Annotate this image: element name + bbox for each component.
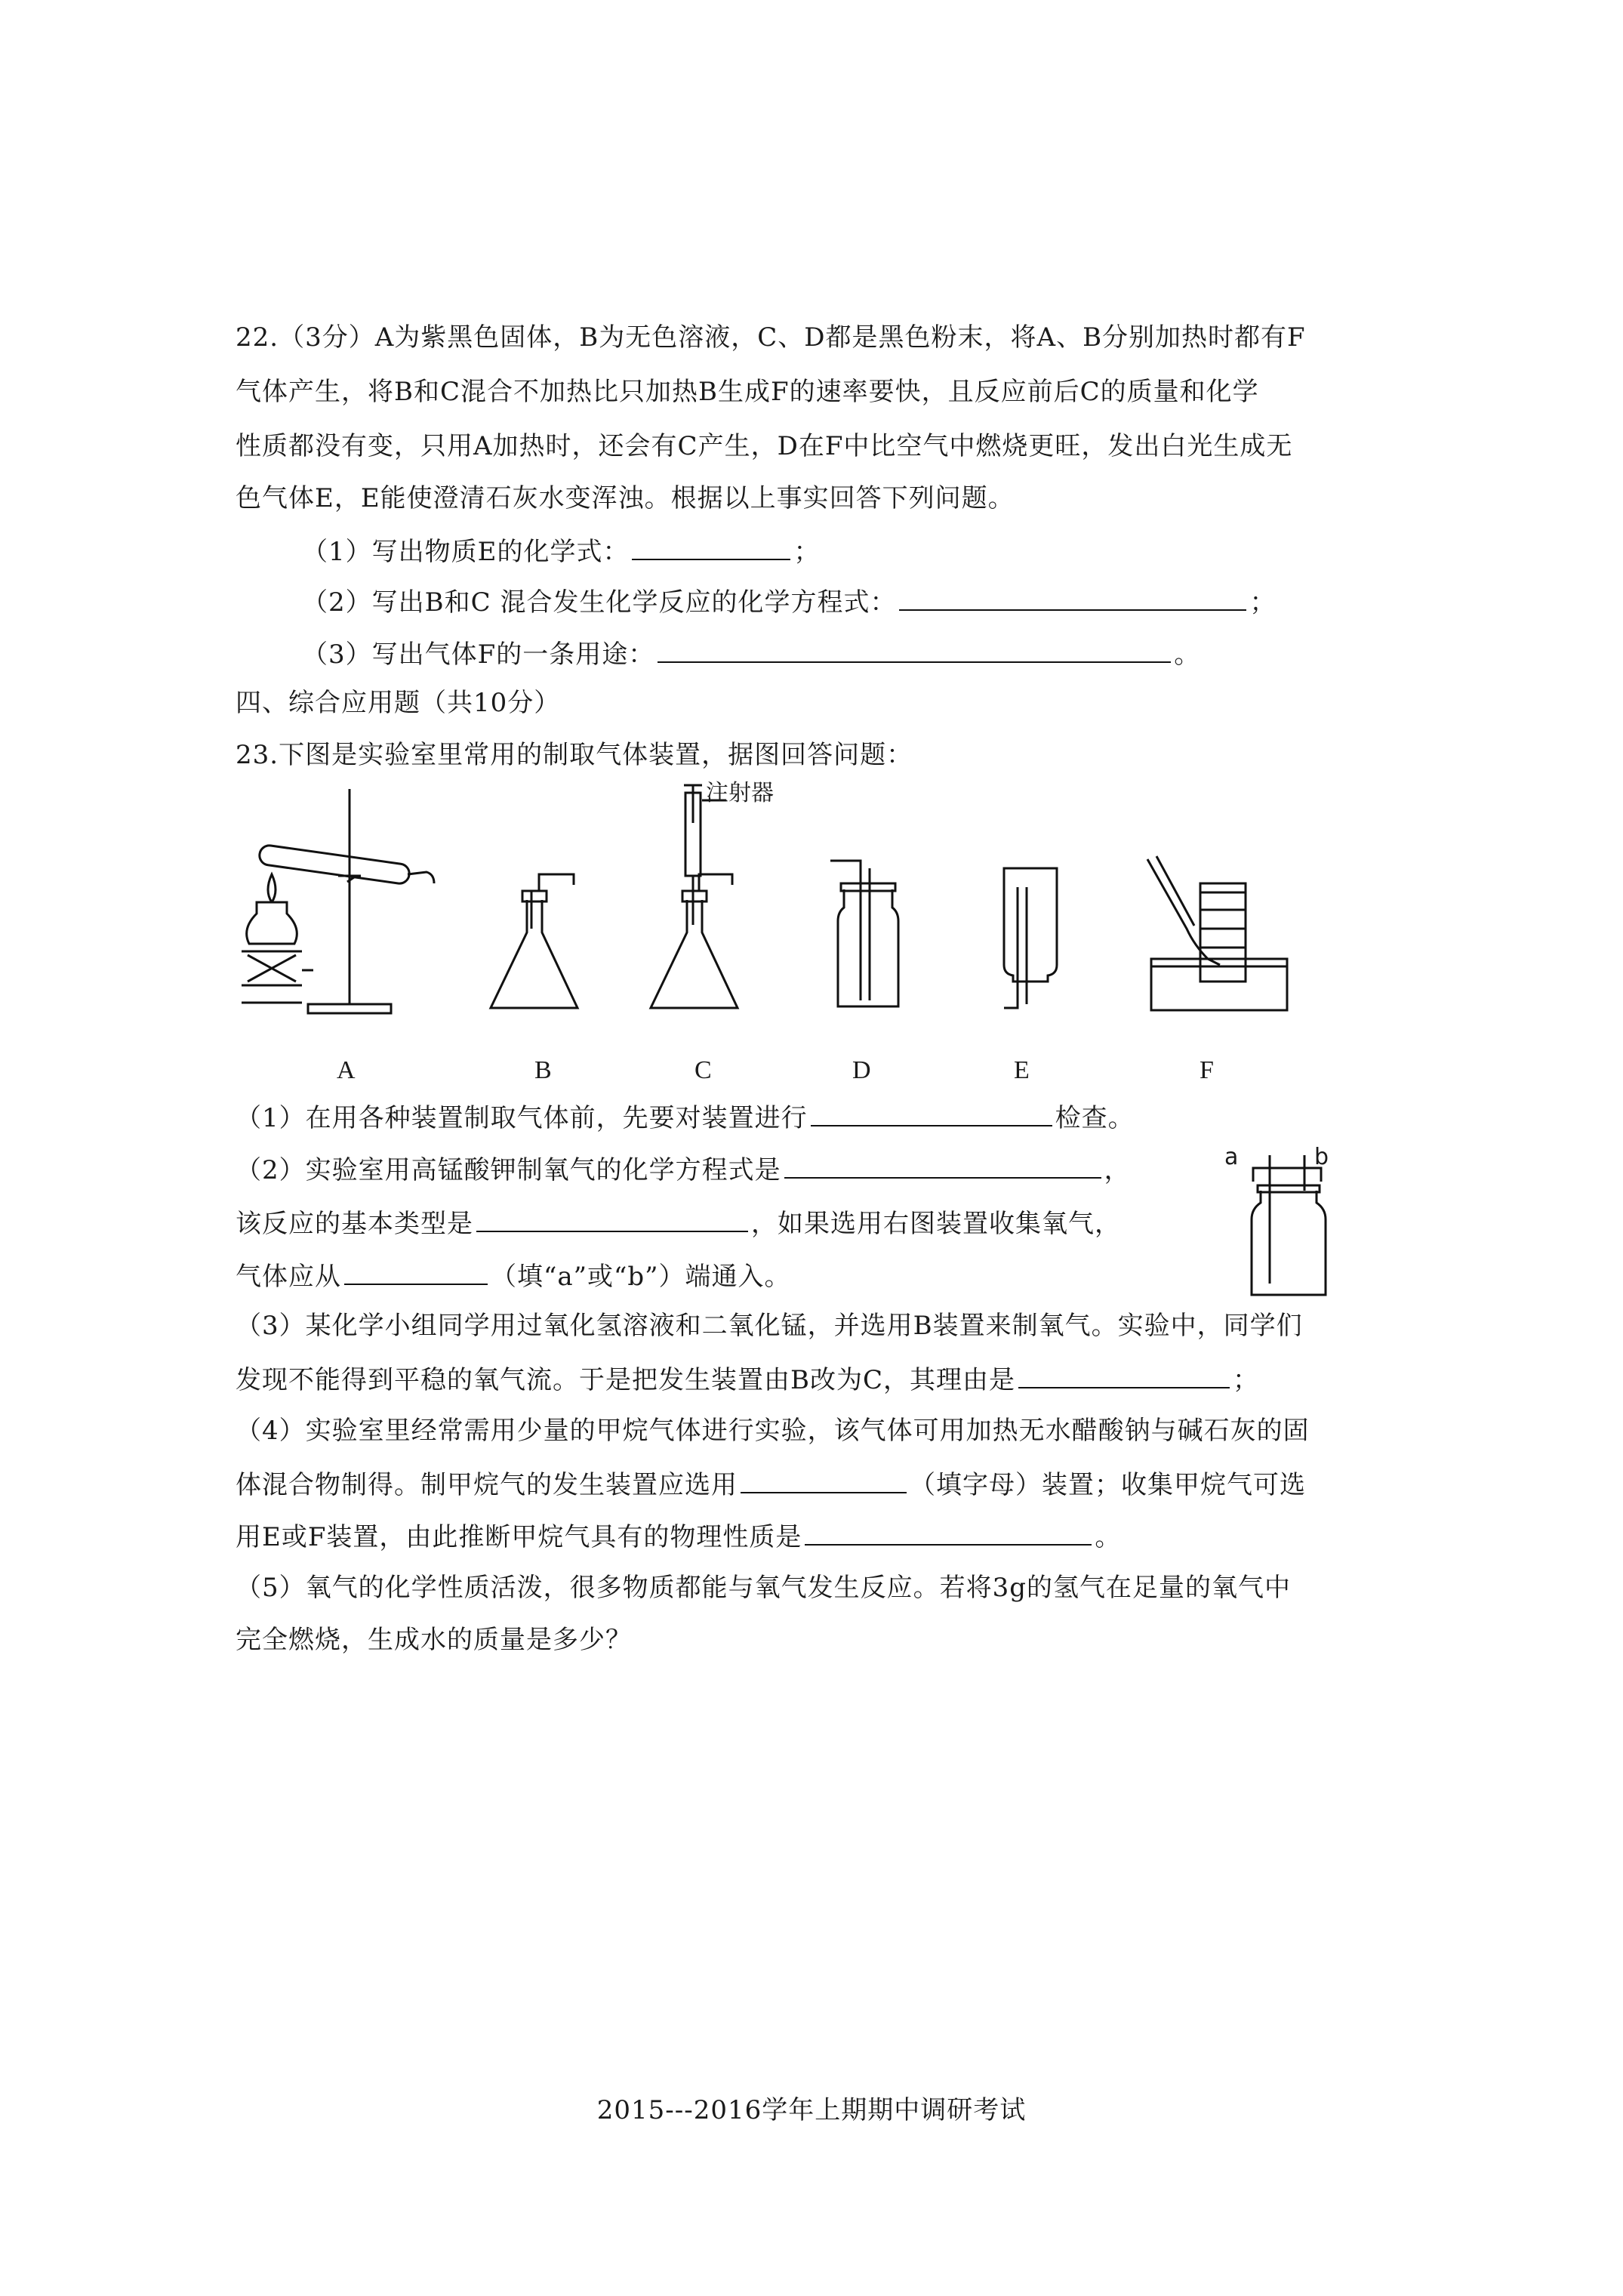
answer-blank-device[interactable] — [741, 1466, 907, 1493]
q23-part2-line3 — [236, 1258, 791, 1293]
apparatus-f-drawing — [1147, 856, 1287, 1010]
q22-sub1-text: （1）写出物质E的化学式： — [302, 537, 630, 567]
answer-blank-bc-equation[interactable] — [899, 584, 1246, 611]
bottle-label-a: a — [1224, 1144, 1239, 1170]
q23-part3-reason-text: 发现不能得到平稳的氧气流。于是把发生装置由B改为C，其理由是 — [236, 1365, 1015, 1395]
apparatus-c-drawing — [651, 785, 738, 1008]
q22-sub1-end: ； — [793, 537, 821, 567]
apparatus-label-e: E — [1014, 1056, 1030, 1084]
q22-sub2-text: （2）写出B和C 混合发生化学反应的化学方程式： — [302, 587, 897, 618]
apparatus-e-drawing — [1004, 868, 1057, 1008]
q23-part2-bottle-text: ，如果选用右图装置收集氧气， — [751, 1209, 1121, 1239]
answer-blank-reason[interactable] — [1018, 1361, 1230, 1388]
q23-intro: 23.下图是实验室里常用的制取气体装置，据图回答问题： — [236, 740, 913, 770]
q23-part4-property-text: 用E或F装置，由此推断甲烷气具有的物理性质是 — [236, 1522, 802, 1552]
q23-part2-inlet-text: 气体应从 — [236, 1262, 341, 1292]
apparatus-label-b: B — [534, 1056, 552, 1084]
answer-blank-check[interactable] — [811, 1099, 1052, 1126]
syringe-label: 注射器 — [706, 780, 774, 806]
apparatus-figure — [226, 778, 1419, 1027]
q23-part3-end: ； — [1233, 1365, 1259, 1395]
q22-line-2: 气体产生，将B和C混合不加热比只加热B生成F的速率要快，且反应前后C的质量和化学 — [236, 377, 1259, 407]
q23-part2-text: （2）实验室用高锰酸钾制氧气的化学方程式是 — [236, 1155, 781, 1185]
answer-blank-property[interactable] — [805, 1518, 1092, 1546]
apparatus-b-drawing — [491, 874, 577, 1008]
apparatus-d-drawing — [830, 861, 898, 1006]
q23-part4-end: 。 — [1095, 1522, 1122, 1552]
q23-part1 — [236, 1099, 1135, 1135]
q23-part1-text: （1）在用各种装置制取气体前，先要对装置进行 — [236, 1103, 808, 1133]
q23-part3-line2 — [236, 1361, 1259, 1397]
section-4-heading: 四、综合应用题（共10分） — [236, 688, 561, 718]
q23-part4-device-end: （填字母）装置；收集甲烷气可选 — [910, 1470, 1306, 1500]
q23-part2-line2 — [236, 1205, 1121, 1240]
q22-line-3: 性质都没有变，只用A加热时，还会有C产生，D在F中比空气中燃烧更旺，发出白光生成无 — [236, 431, 1293, 461]
answer-blank-inlet[interactable] — [344, 1258, 488, 1285]
page-footer: 2015---2016学年上期期中调研考试 — [596, 2095, 1027, 2125]
q23-part4-line2 — [236, 1466, 1306, 1502]
q23-part2-type-text: 该反应的基本类型是 — [236, 1209, 473, 1239]
q23-part4-line3 — [236, 1518, 1121, 1554]
apparatus-label-c: C — [694, 1056, 712, 1084]
q23-part2-fill-text: （填“a”或“b”）端通入。 — [491, 1262, 791, 1292]
apparatus-a-drawing — [242, 789, 434, 1013]
answer-blank-kmno4-equation[interactable] — [784, 1151, 1101, 1179]
q22-sub2 — [302, 584, 1276, 619]
bottle-label-b: b — [1314, 1144, 1329, 1170]
q22-sub3-end: 。 — [1174, 639, 1201, 670]
q22-line-1: 22.（3分）A为紫黑色固体，B为无色溶液，C、D都是黑色粉末，将A、B分别加热时都有F — [236, 322, 1306, 353]
q23-part3-line1: （3）某化学小组同学用过氧化氢溶液和二氧化锰，并选用B装置来制氧气。实验中，同学们 — [236, 1311, 1303, 1341]
q22-sub1 — [302, 533, 820, 569]
apparatus-label-a: A — [337, 1056, 356, 1084]
answer-blank-f-use[interactable] — [658, 636, 1171, 663]
q22-sub3 — [302, 636, 1200, 671]
q23-part5-line2: 完全燃烧，生成水的质量是多少？ — [236, 1625, 632, 1655]
q23-part1-end: 检查。 — [1055, 1103, 1135, 1133]
q23-part5-line1: （5）氧气的化学性质活泼，很多物质都能与氧气发生反应。若将3g的氢气在足量的氧气中 — [236, 1573, 1292, 1603]
q23-part2-line1 — [236, 1151, 1131, 1187]
apparatus-label-f: F — [1200, 1056, 1214, 1084]
q23-part2-comma: ， — [1104, 1155, 1131, 1185]
q23-part4-line1: （4）实验室里经常需用少量的甲烷气体进行实验，该气体可用加热无水醋酸钠与碱石灰的固 — [236, 1416, 1310, 1446]
answer-blank-e-formula[interactable] — [632, 533, 790, 560]
q22-sub3-text: （3）写出气体F的一条用途： — [302, 639, 655, 670]
q22-line-4: 色气体E，E能使澄清石灰水变浑浊。根据以上事实回答下列问题。 — [236, 483, 1015, 513]
q23-part4-device-text: 体混合物制得。制甲烷气的发生装置应选用 — [236, 1470, 738, 1500]
q22-sub2-end: ； — [1249, 587, 1277, 618]
apparatus-label-d: D — [852, 1056, 871, 1084]
answer-blank-reaction-type[interactable] — [476, 1205, 748, 1232]
